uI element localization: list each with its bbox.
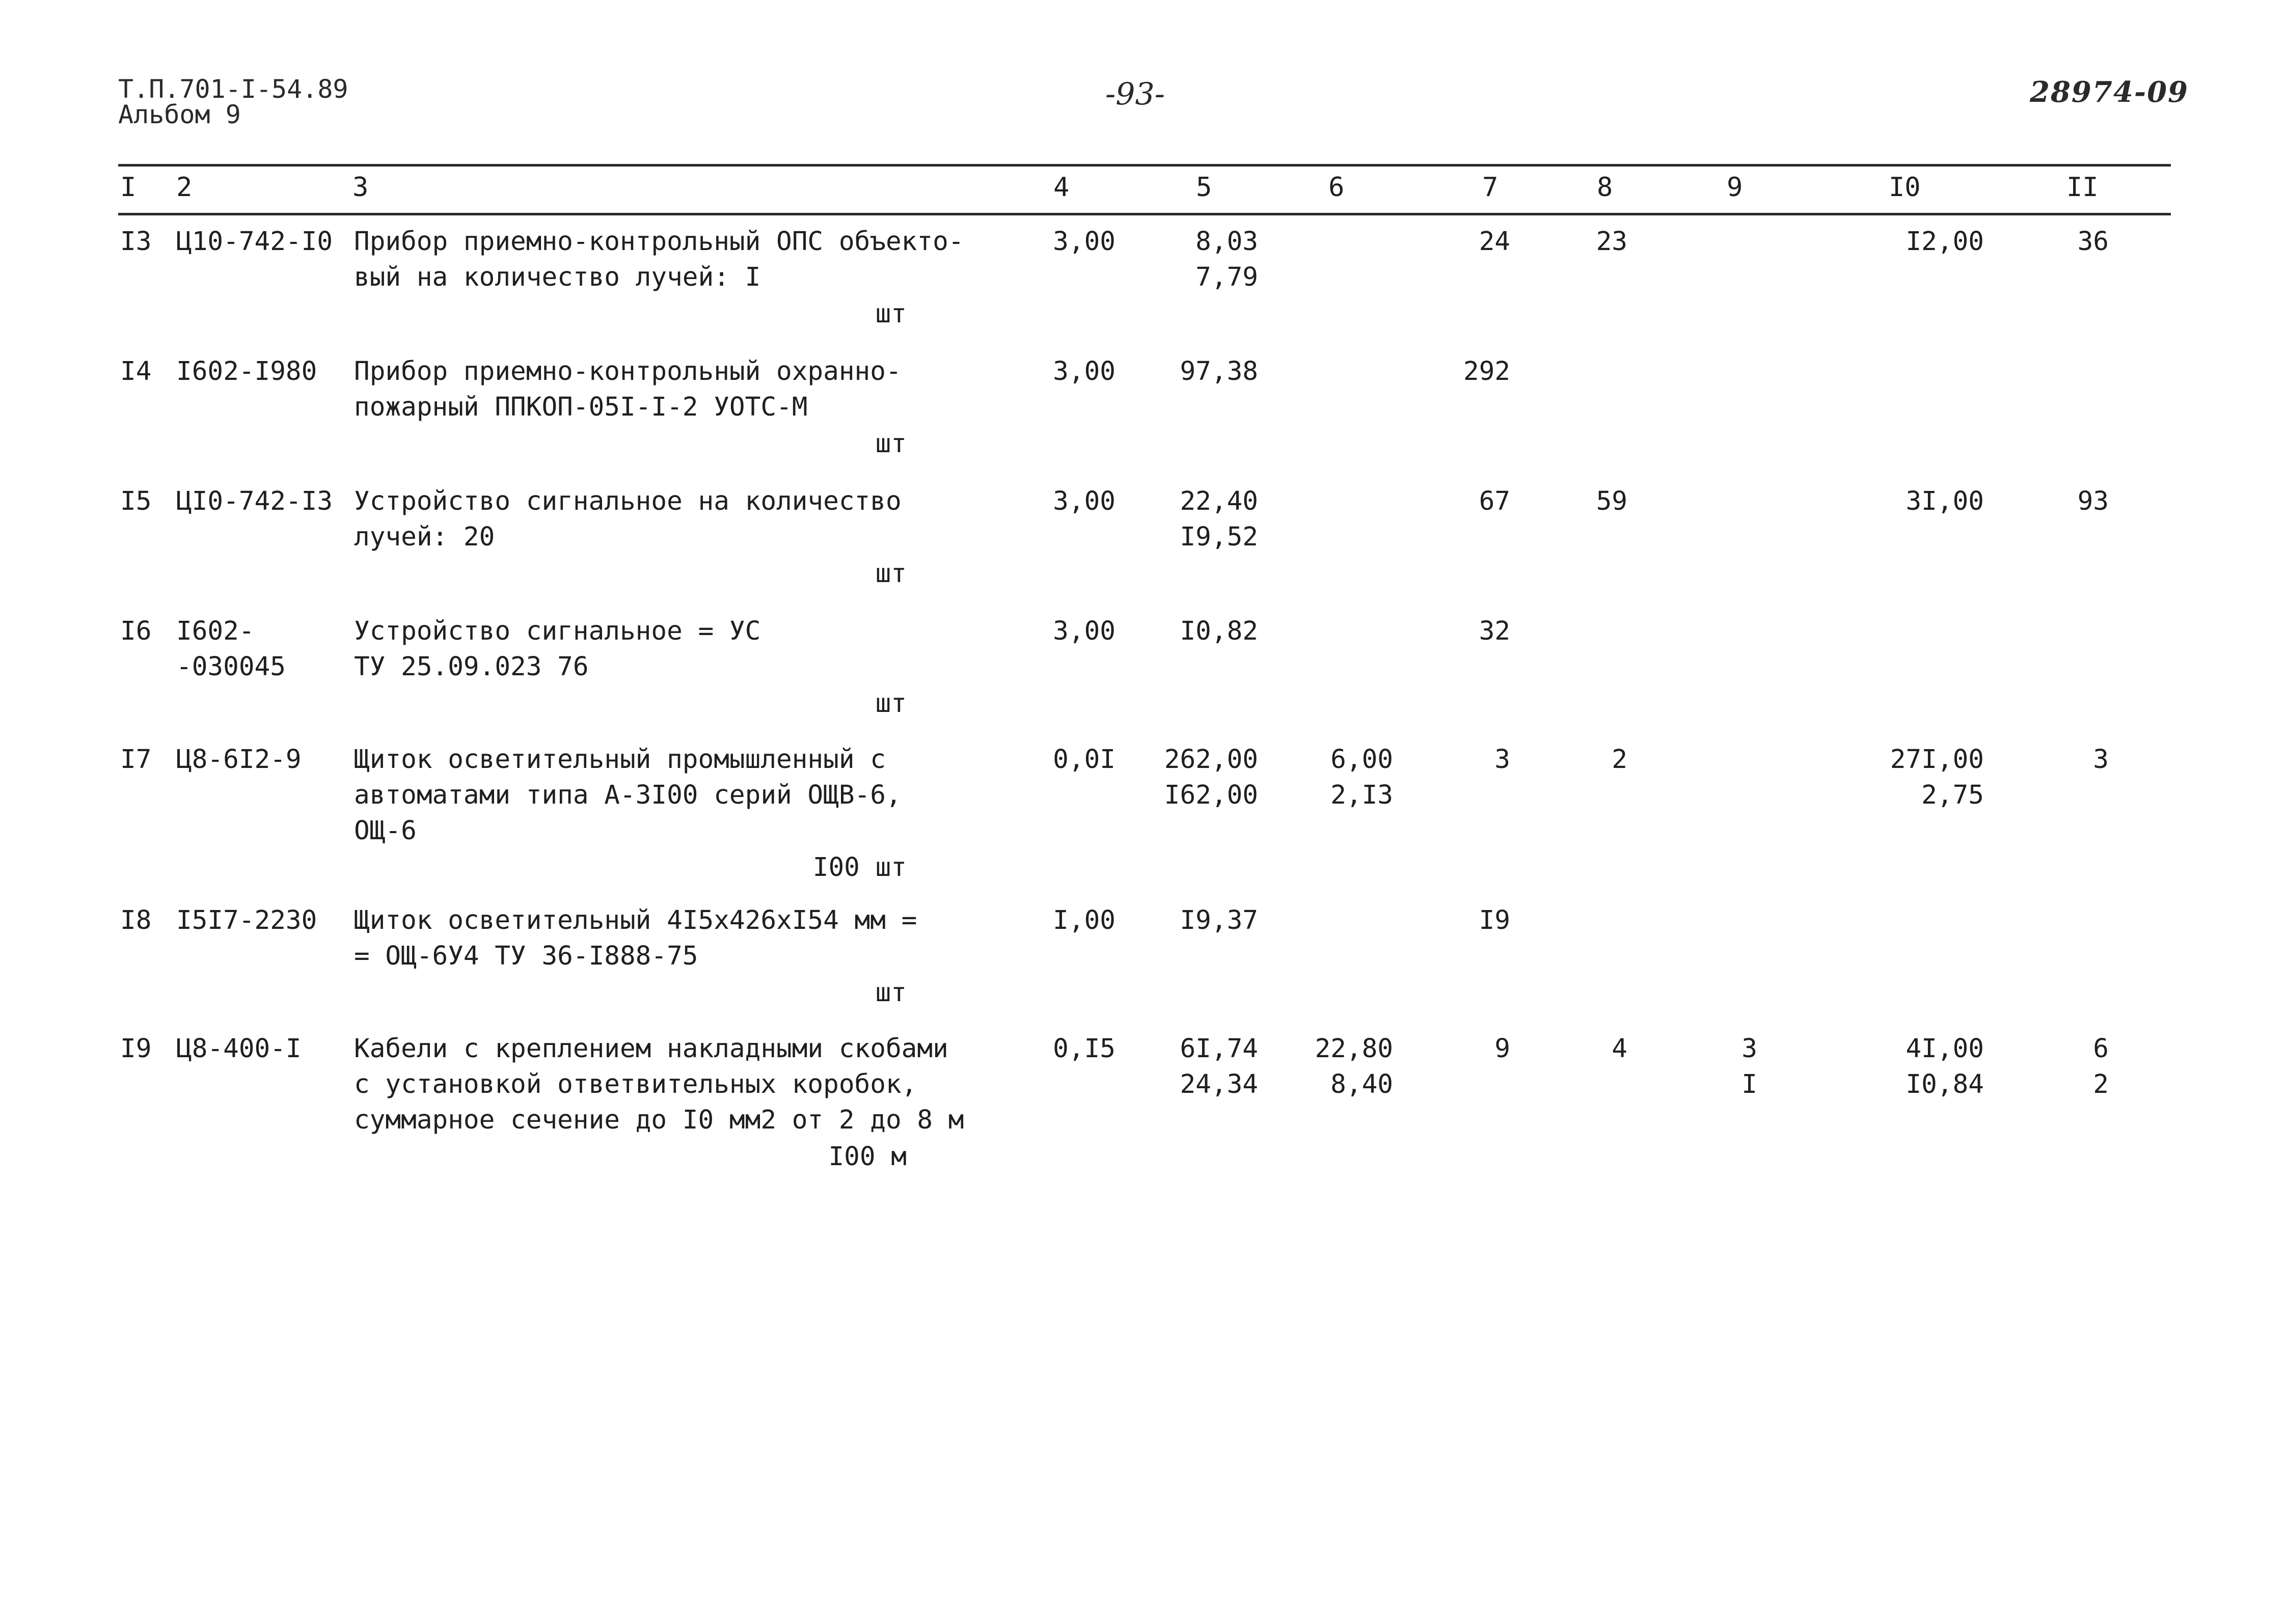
item-description: Кабели с креплением накладными скобами <box>354 1034 948 1064</box>
column-number-description: 3 <box>352 172 369 203</box>
page-number: -93- <box>1105 76 1165 112</box>
col7-value: 292 <box>1463 356 1510 387</box>
column-number-c7: 7 <box>1482 172 1499 203</box>
col11-value: 93 <box>2077 486 2109 516</box>
price-code: ЦI0-742-I3 <box>176 486 333 516</box>
row-number: I9 <box>120 1034 152 1064</box>
price-value: 22,40 <box>1180 486 1258 516</box>
col11-value: 6 <box>2093 1034 2109 1064</box>
price-code: I602-I980 <box>176 356 317 387</box>
col7-value: 3 <box>1494 745 1510 775</box>
col7-value: 24 <box>1479 227 1510 257</box>
norm-value: 0,0I <box>1053 745 1115 775</box>
price-value: 24,34 <box>1180 1069 1258 1099</box>
col10-value: 2,75 <box>1921 780 1984 810</box>
price-value: 7,79 <box>1195 262 1258 292</box>
column-number-index: I <box>120 172 137 203</box>
norm-value: I,00 <box>1053 905 1115 935</box>
col9-value: I <box>1741 1069 1757 1099</box>
price-value: I9,52 <box>1180 522 1258 552</box>
row-number: I3 <box>120 227 152 257</box>
col7-value: 32 <box>1479 616 1510 646</box>
wage-value: 6,00 <box>1330 745 1393 775</box>
column-number-code: 2 <box>176 172 193 203</box>
row-number: I8 <box>120 905 152 935</box>
price-code: -030045 <box>176 652 286 682</box>
column-header-rule <box>118 213 2171 215</box>
col10-value: I0,84 <box>1906 1069 1984 1099</box>
stamp-number: 28974-09 <box>2030 75 2189 109</box>
col8-value: 23 <box>1596 227 1627 257</box>
col10-value: 4I,00 <box>1906 1034 1984 1064</box>
item-description: Прибор приемно-контрольный охранно- <box>354 356 902 387</box>
price-value: I62,00 <box>1164 780 1258 810</box>
doc-code: Т.П.701-I-54.89 <box>118 74 348 104</box>
norm-value: 3,00 <box>1053 356 1115 387</box>
item-description: Щиток осветительный промышленный с <box>354 745 886 775</box>
norm-value: 3,00 <box>1053 486 1115 516</box>
table-top-rule <box>118 164 2171 167</box>
col7-value: I9 <box>1479 905 1510 935</box>
item-description: пожарный ППКОП-05I-I-2 УОТС-М <box>354 392 808 422</box>
price-value: 262,00 <box>1164 745 1258 775</box>
col9-value: 3 <box>1741 1034 1757 1064</box>
col8-value: 4 <box>1612 1034 1627 1064</box>
col8-value: 59 <box>1596 486 1627 516</box>
price-value: 6I,74 <box>1180 1034 1258 1064</box>
item-description: = ОЩ-6У4 ТУ 36-I888-75 <box>354 941 698 971</box>
col10-value: I2,00 <box>1906 227 1984 257</box>
price-code: I5I7-2230 <box>176 905 317 935</box>
item-description: с установкой ответвительных коробок, <box>354 1069 917 1099</box>
wage-value: 22,80 <box>1315 1034 1393 1064</box>
item-description: вый на количество лучей: I <box>354 262 761 292</box>
col7-value: 9 <box>1494 1034 1510 1064</box>
norm-value: 3,00 <box>1053 616 1115 646</box>
unit-of-measure: шт <box>875 559 907 589</box>
unit-of-measure: шт <box>875 689 907 719</box>
price-value: I0,82 <box>1180 616 1258 646</box>
price-code: Ц8-6I2-9 <box>176 745 302 775</box>
item-description: Устройство сигнальное на количество <box>354 486 902 516</box>
row-number: I5 <box>120 486 152 516</box>
unit-of-measure: шт <box>875 978 907 1008</box>
item-description: ОЩ-6 <box>354 816 417 846</box>
price-code: I602- <box>176 616 255 646</box>
column-number-wage: 6 <box>1328 172 1345 203</box>
col10-value: 3I,00 <box>1906 486 1984 516</box>
item-description: лучей: 20 <box>354 522 495 552</box>
wage-value: 2,I3 <box>1330 780 1393 810</box>
column-number-c11: II <box>2066 172 2099 203</box>
price-code: Ц8-400-I <box>176 1034 302 1064</box>
column-number-norm: 4 <box>1053 172 1070 203</box>
col11-value: 3 <box>2093 745 2109 775</box>
column-number-c10: I0 <box>1889 172 1921 203</box>
item-description: ТУ 25.09.023 76 <box>354 652 589 682</box>
unit-of-measure: I00 шт <box>812 852 907 883</box>
item-description: Устройство сигнальное = УС <box>354 616 761 646</box>
item-description: Прибор приемно-контрольный ОПС объекто- <box>354 227 964 257</box>
col11-value: 2 <box>2093 1069 2109 1099</box>
col7-value: 67 <box>1479 486 1510 516</box>
column-number-c9: 9 <box>1727 172 1743 203</box>
unit-of-measure: шт <box>875 429 907 459</box>
row-number: I6 <box>120 616 152 646</box>
column-number-c8: 8 <box>1597 172 1613 203</box>
price-code: Ц10-742-I0 <box>176 227 333 257</box>
document-header <box>118 76 348 127</box>
norm-value: 3,00 <box>1053 227 1115 257</box>
price-value: 97,38 <box>1180 356 1258 387</box>
price-value: I9,37 <box>1180 905 1258 935</box>
unit-of-measure: I00 м <box>828 1142 907 1172</box>
price-value: 8,03 <box>1195 227 1258 257</box>
unit-of-measure: шт <box>875 299 907 329</box>
column-number-price: 5 <box>1196 172 1212 203</box>
wage-value: 8,40 <box>1330 1069 1393 1099</box>
row-number: I7 <box>120 745 152 775</box>
col11-value: 36 <box>2077 227 2109 257</box>
norm-value: 0,I5 <box>1053 1034 1115 1064</box>
row-number: I4 <box>120 356 152 387</box>
col10-value: 27I,00 <box>1890 745 1984 775</box>
album-label: Альбом 9 <box>118 100 241 129</box>
col8-value: 2 <box>1612 745 1627 775</box>
item-description: автоматами типа А-3I00 серий ОЩВ-6, <box>354 780 902 810</box>
item-description: Щиток осветительный 4I5x426xI54 мм = <box>354 905 917 935</box>
item-description: суммарное сечение до I0 мм2 от 2 до 8 м <box>354 1105 964 1135</box>
